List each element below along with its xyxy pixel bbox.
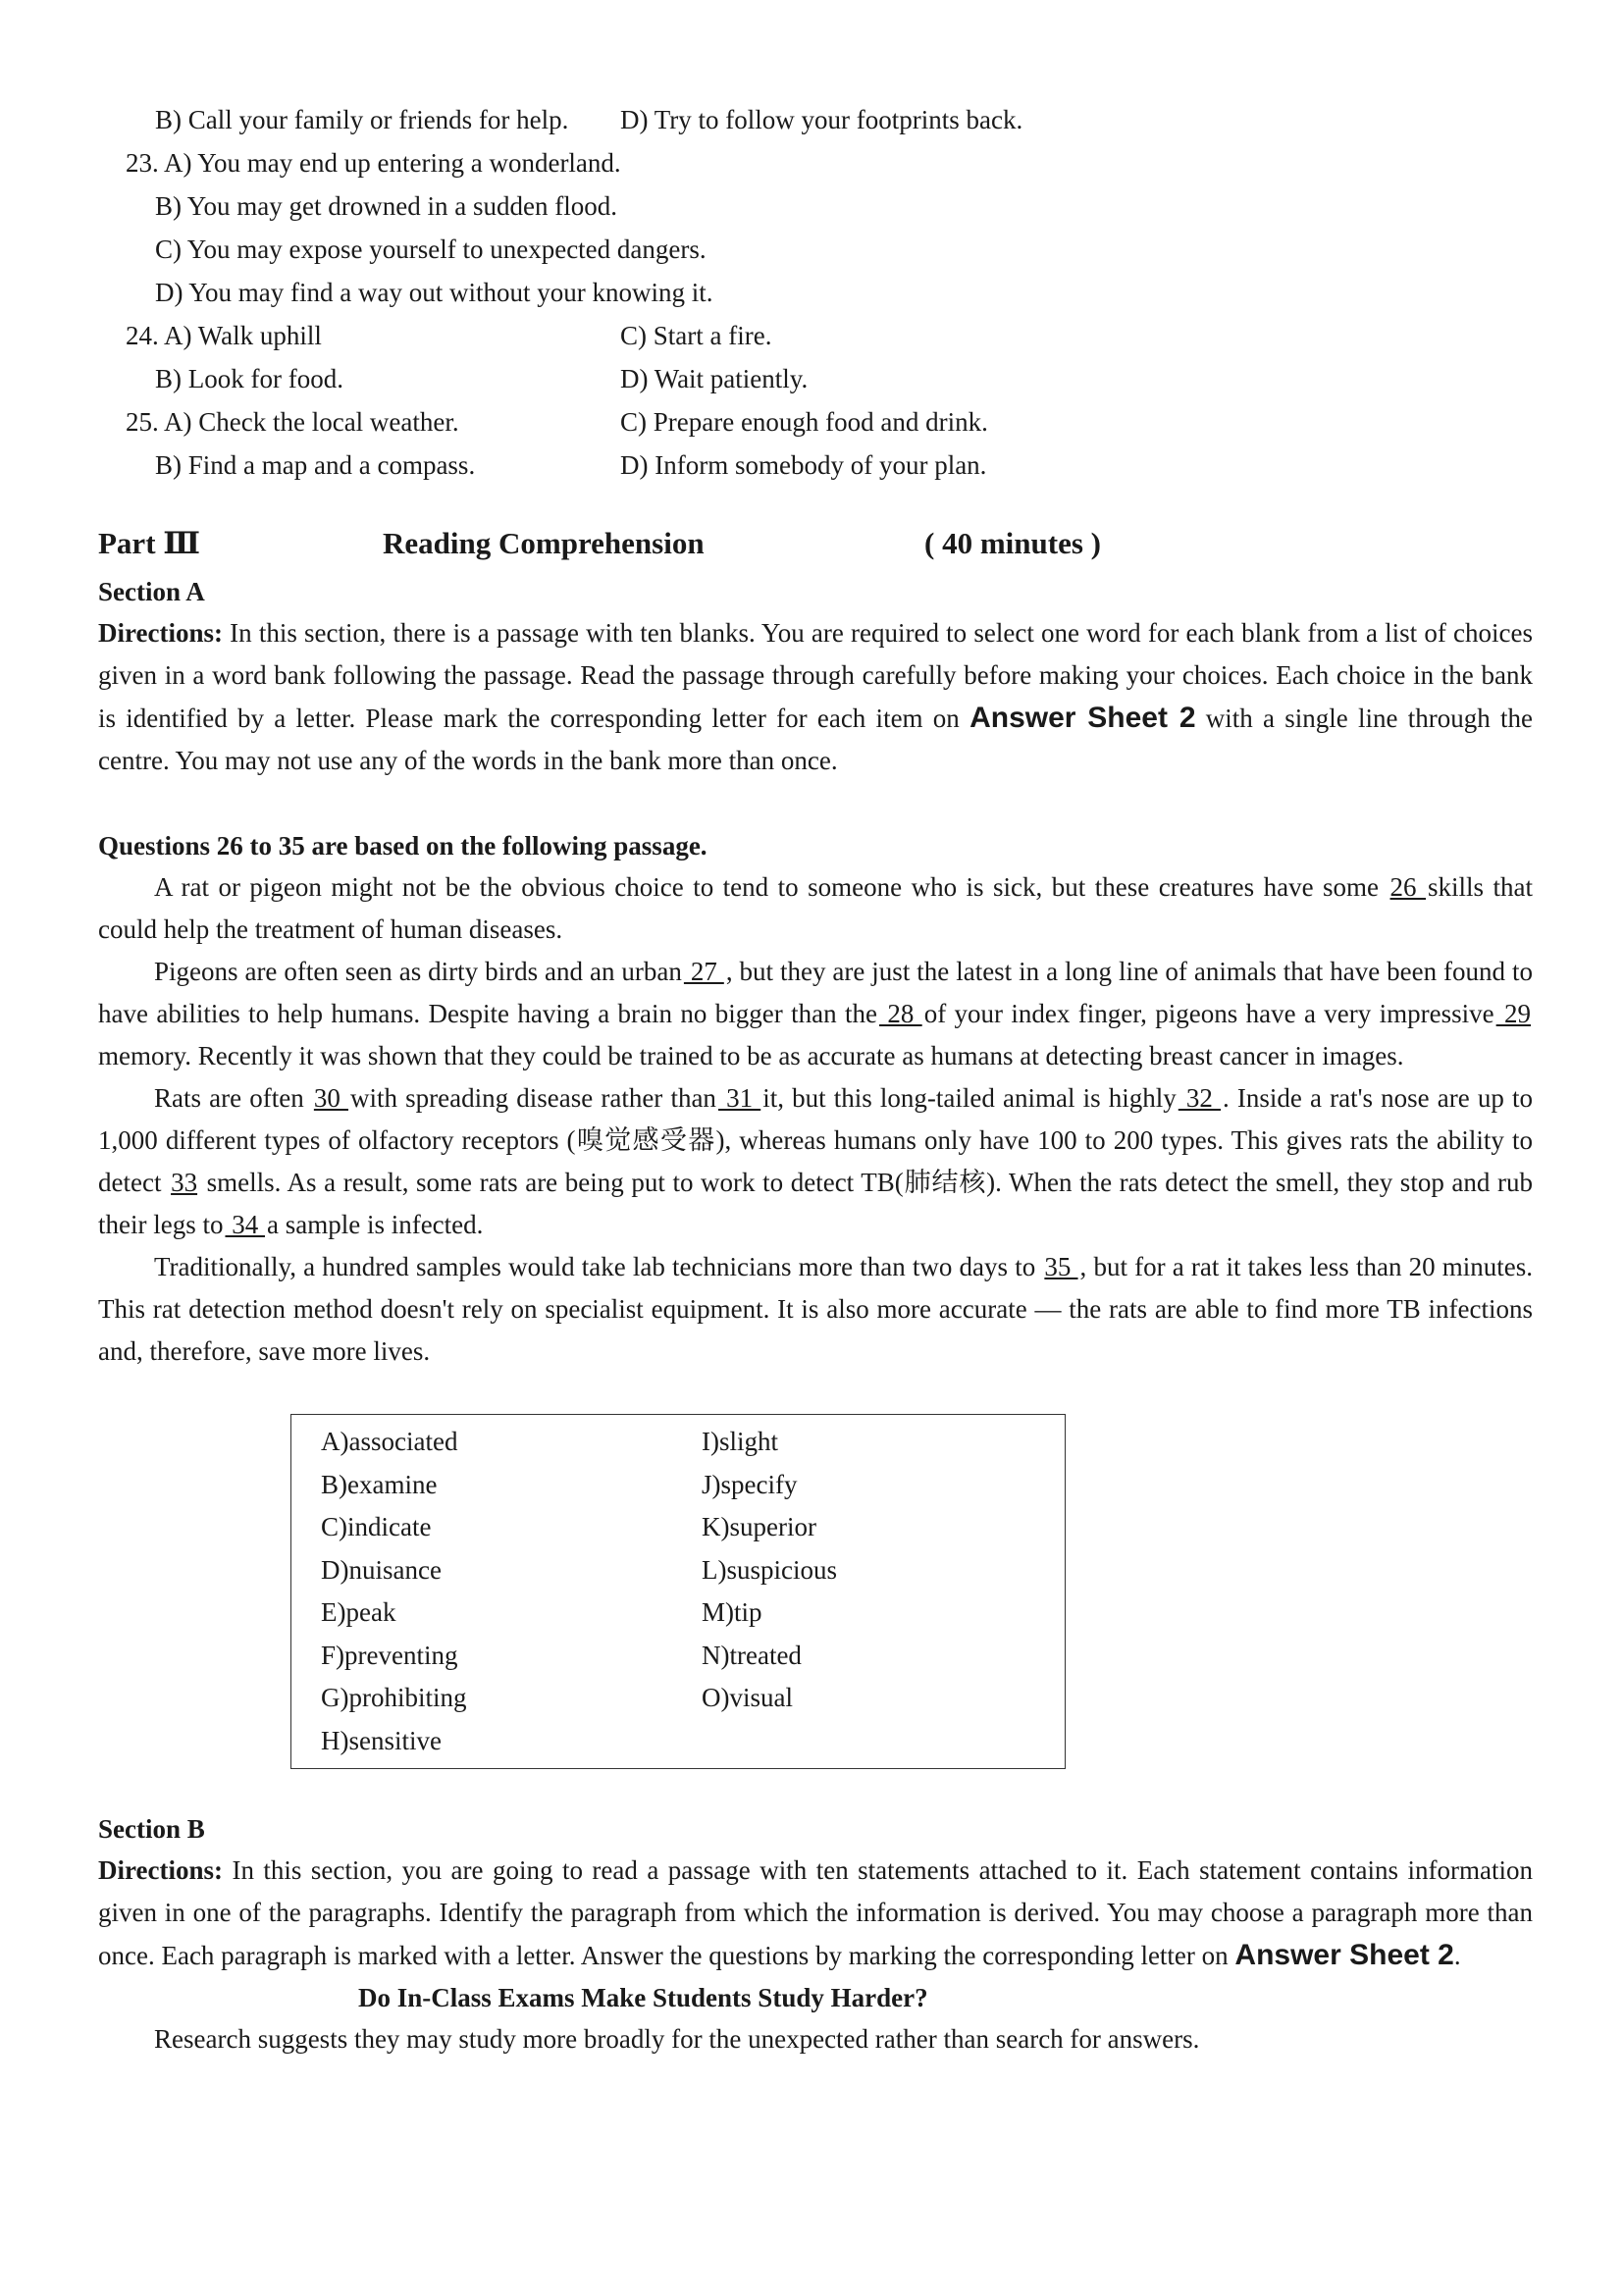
directions-label: Directions: (98, 1855, 223, 1885)
word-bank-item: E)peak (321, 1597, 396, 1627)
passage-paragraph-2: Pigeons are often seen as dirty birds and an urban 27 , but they are just the latest in a long line of animals that have been found to have abilities to help humans. Despite having a brain no bigger than the 28 of your index finger, pigeons have a very impressive 29 memory. Recently it was shown that they could be trained to be as accurate as humans at detecting breast cancer in images. (98, 957, 1533, 1070)
blank-31: 31 (717, 1083, 761, 1113)
directions-text: In this section, there is a passage with ten blanks. You are required to select one word for each blank from a list of choices given in a word bank following the passage. Read the passage through carefully before making your choices. Each choice in the bank is identified by a letter. Please mark the corresponding letter for each item on (98, 618, 1533, 733)
word-bank-item: J)specify (702, 1469, 798, 1499)
word-bank-item: O)visual (702, 1683, 793, 1712)
passage-subtitle: Research suggests they may study more broadly for the unexpected rather than search for answers. (154, 2024, 1200, 2054)
word-bank-right-column (684, 1421, 1065, 1762)
part-number: Part Ⅲ (98, 526, 201, 560)
q25-option-d: D) Inform somebody of your plan. (620, 450, 987, 480)
word-bank-item: D)nuisance (321, 1554, 442, 1585)
q25-option-a: 25. A) Check the local weather. (126, 407, 459, 437)
answer-sheet-label: Answer Sheet 2 (1234, 1939, 1454, 1971)
section-a-heading: Section A (98, 577, 205, 606)
question-24 (98, 314, 1533, 400)
word-bank-item: N)treated (702, 1640, 802, 1670)
blank-34: 34 (225, 1210, 265, 1239)
passage-title: Do In-Class Exams Make Students Study Harder? (358, 1983, 928, 2012)
blank-27: 27 (683, 957, 724, 986)
blank-35: 35 (1044, 1252, 1078, 1281)
q22-option-b: B) Call your family or friends for help. (155, 105, 569, 134)
word-bank-item: M)tip (702, 1597, 762, 1627)
part-time: ( 40 minutes ) (924, 526, 1101, 560)
part-title: Reading Comprehension (383, 526, 705, 560)
word-bank-item: C)indicate (321, 1512, 432, 1541)
directions-end: . (1453, 1941, 1461, 1970)
exam-page (98, 98, 1533, 2060)
q25-option-b: B) Find a map and a compass. (155, 450, 476, 480)
directions-label: Directions: (98, 618, 223, 648)
blank-26: 26 (1389, 872, 1427, 902)
directions-end: with a single line through the centre. You may not use any of the words in the bank more than once. (98, 704, 1534, 775)
q25-option-c: C) Prepare enough food and drink. (620, 407, 988, 437)
q23-option-a: 23. A) You may end up entering a wonderland. (126, 148, 621, 178)
blank-33: 33 (171, 1168, 198, 1197)
question-25 (98, 400, 1533, 487)
questions-heading: Questions 26 to 35 are based on the following passage. (98, 831, 707, 861)
question-23 (98, 141, 1533, 314)
q24-option-b: B) Look for food. (155, 364, 343, 393)
answer-sheet-label: Answer Sheet 2 (969, 702, 1196, 734)
q24-option-d: D) Wait patiently. (620, 364, 809, 393)
q22-option-d: D) Try to follow your footprints back. (620, 105, 1023, 134)
word-bank-item: F)preventing (321, 1640, 458, 1670)
word-bank-item: K)superior (702, 1512, 816, 1541)
word-bank-left-column (291, 1421, 684, 1762)
passage-paragraph-3: Rats are often 30 with spreading disease rather than 31 it, but this long-tailed animal is highly 32 . Inside a rat's nose are up to 1,000 different types of olfactory receptors (嗅觉感受器), whereas humans only have 100 to 200 types. This gives rats the ability to detect 33 smells. As a result, some rats are being put to work to detect TB(肺结核). When the rats detect the smell, they stop and rub their legs to 34 a sample is infected. (98, 1083, 1534, 1239)
part-header (98, 526, 1533, 571)
q23-option-c: C) You may expose yourself to unexpected dangers. (155, 235, 707, 264)
blank-28: 28 (878, 999, 922, 1028)
word-bank-item: I)slight (702, 1427, 778, 1456)
directions-text: In this section, you are going to read a passage with ten statements attached to it. Each statement contains information given in one of the paragraphs. Identify the paragraph from which the information is derived. You may choose a paragraph more than once. Each paragraph is marked with a letter. Answer the questions by marking the corresponding letter on (98, 1855, 1533, 1970)
word-bank-item: B)examine (321, 1469, 438, 1499)
passage-paragraph-4: Traditionally, a hundred samples would take lab technicians more than two days to 35 , but for a rat it takes less than 20 minutes. This rat detection method doesn't rely on specialist equipment. It is also more accurate — the rats are able to find more TB infections and, therefore, save more lives. (98, 1252, 1534, 1366)
section-b-heading: Section B (98, 1814, 205, 1844)
q23-option-d: D) You may find a way out without your knowing it. (155, 278, 713, 307)
blank-29: 29 (1495, 999, 1531, 1028)
section-a-directions (98, 612, 1533, 782)
blank-32: 32 (1178, 1083, 1222, 1113)
question-22-options (98, 98, 1533, 141)
passage-paragraph-1: A rat or pigeon might not be the obvious choice to tend to someone who is sick, but these creatures have some 26 skills that could help the treatment of human diseases. (98, 872, 1534, 944)
word-bank-item: A)associated (321, 1427, 458, 1456)
q24-option-a: 24. A) Walk uphill (126, 321, 322, 350)
word-bank-item: L)suspicious (702, 1554, 837, 1585)
word-bank (290, 1414, 1066, 1769)
section-b-directions (98, 1850, 1533, 1977)
q24-option-c: C) Start a fire. (620, 321, 772, 350)
word-bank-item: H)sensitive (321, 1725, 442, 1755)
word-bank-item: G)prohibiting (321, 1683, 467, 1712)
blank-30: 30 (313, 1083, 348, 1113)
q23-option-b: B) You may get drowned in a sudden flood. (155, 191, 617, 221)
